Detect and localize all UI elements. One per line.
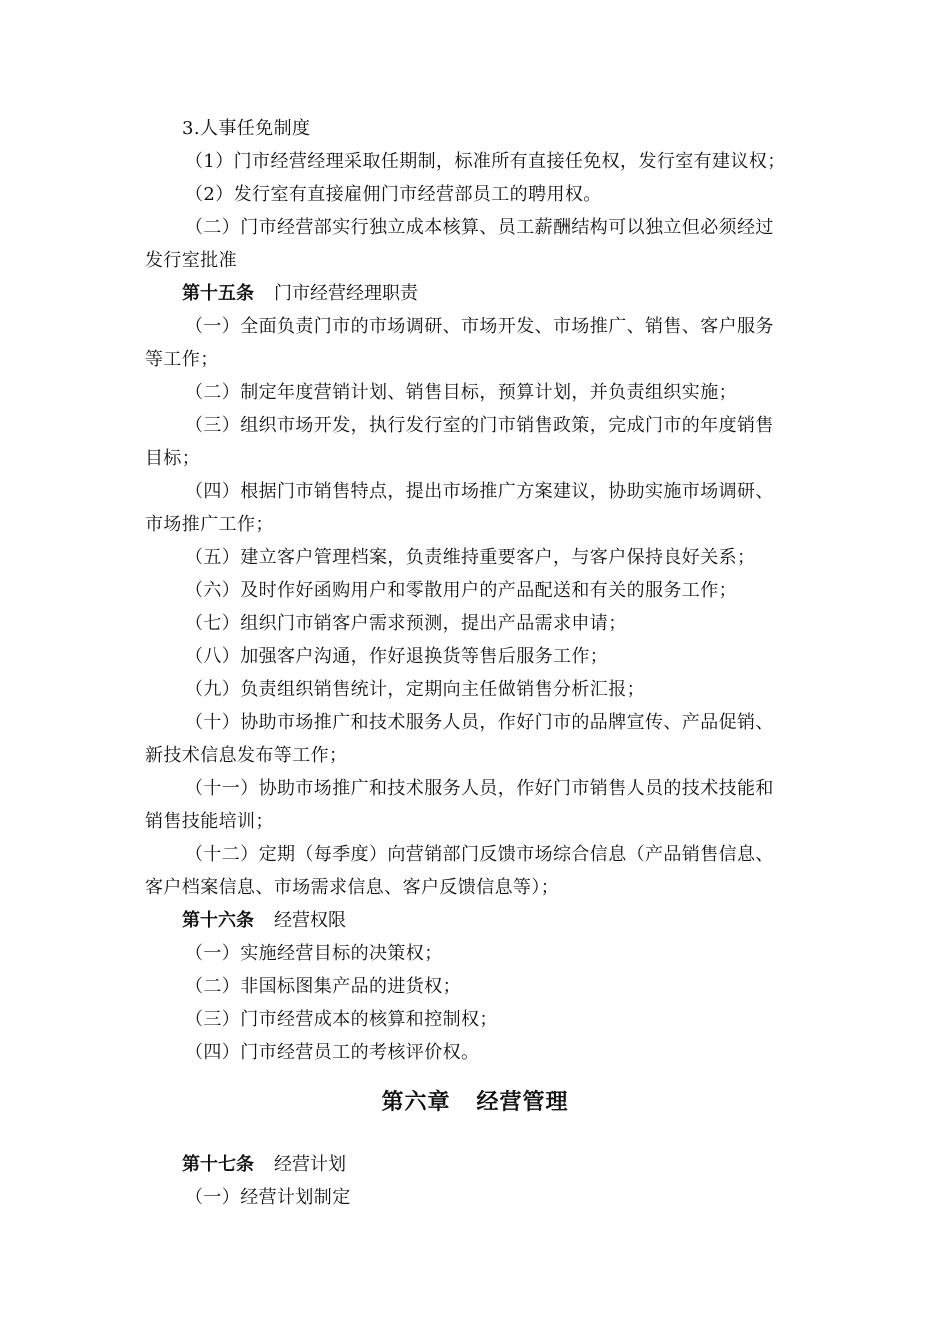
list-item-continuation: 销售技能培训； <box>145 811 274 832</box>
list-item-continuation: 等工作； <box>145 349 219 370</box>
list-item: （二）非国标图集产品的进货权； <box>185 976 461 997</box>
article-number: 第十五条 <box>182 283 254 304</box>
paragraph-line: （2）发行室有直接雇佣门市经营部员工的聘用权。 <box>185 184 602 205</box>
paragraph-line: （二）门市经营部实行独立成本核算、员工薪酬结构可以独立但必须经过 <box>185 217 774 238</box>
list-item-continuation: 市场推广工作； <box>145 514 274 535</box>
article-number: 第十七条 <box>182 1154 254 1175</box>
main-text-block <box>145 112 810 1069</box>
article-title: 经营权限 <box>274 910 346 931</box>
list-item: （十）协助市场推广和技术服务人员，作好门市的品牌宣传、产品促销、 <box>185 712 774 733</box>
list-item-continuation: 目标； <box>145 448 201 469</box>
list-item: （十一）协助市场推广和技术服务人员，作好门市销售人员的技术技能和 <box>185 778 774 799</box>
list-item: （七）组织门市销客户需求预测，提出产品需求申请； <box>185 613 627 634</box>
chapter-heading <box>0 1082 950 1122</box>
list-item: （一）实施经营目标的决策权； <box>185 943 443 964</box>
article-heading <box>145 904 810 937</box>
list-item: （三）组织市场开发，执行发行室的门市销售政策，完成门市的年度销售 <box>185 415 774 436</box>
list-item: （十二）定期（每季度）向营销部门反馈市场综合信息（产品销售信息、 <box>185 844 774 865</box>
article-heading <box>145 1148 810 1181</box>
list-item: （四）门市经营员工的考核评价权。 <box>185 1042 480 1063</box>
list-item-continuation: 客户档案信息、市场需求信息、客户反馈信息等）； <box>145 877 560 898</box>
list-item: （九）负责组织销售统计，定期向主任做销售分析汇报； <box>185 679 645 700</box>
article-title: 经营计划 <box>274 1154 346 1175</box>
paragraph-line: 发行室批准 <box>145 250 237 271</box>
list-item: （六）及时作好函购用户和零散用户的产品配送和有关的服务工作； <box>185 580 737 601</box>
list-item: （三）门市经营成本的核算和控制权； <box>185 1009 498 1030</box>
section-heading: 3.人事任免制度 <box>182 118 311 139</box>
list-item-continuation: 新技术信息发布等工作； <box>145 745 348 766</box>
list-item: （二）制定年度营销计划、销售目标，预算计划，并负责组织实施； <box>185 382 737 403</box>
list-item: （五）建立客户管理档案，负责维持重要客户，与客户保持良好关系； <box>185 547 756 568</box>
article-title: 门市经营经理职责 <box>274 283 418 304</box>
article-number: 第十六条 <box>182 910 254 931</box>
chapter-body <box>145 1148 810 1214</box>
list-item: （四）根据门市销售特点，提出市场推广方案建议，协助实施市场调研、 <box>185 481 774 502</box>
chapter-title: 经营管理 <box>476 1089 569 1115</box>
chapter-number: 第六章 <box>381 1089 451 1115</box>
article-heading <box>145 277 810 310</box>
list-item: （一）全面负责门市的市场调研、市场开发、市场推广、销售、客户服务 <box>185 316 774 337</box>
list-item: （八）加强客户沟通，作好退换货等售后服务工作； <box>185 646 609 667</box>
paragraph-line: （1）门市经营经理采取任期制，标准所有直接任免权，发行室有建议权； <box>185 151 786 172</box>
list-item: （一）经营计划制定 <box>185 1187 351 1208</box>
